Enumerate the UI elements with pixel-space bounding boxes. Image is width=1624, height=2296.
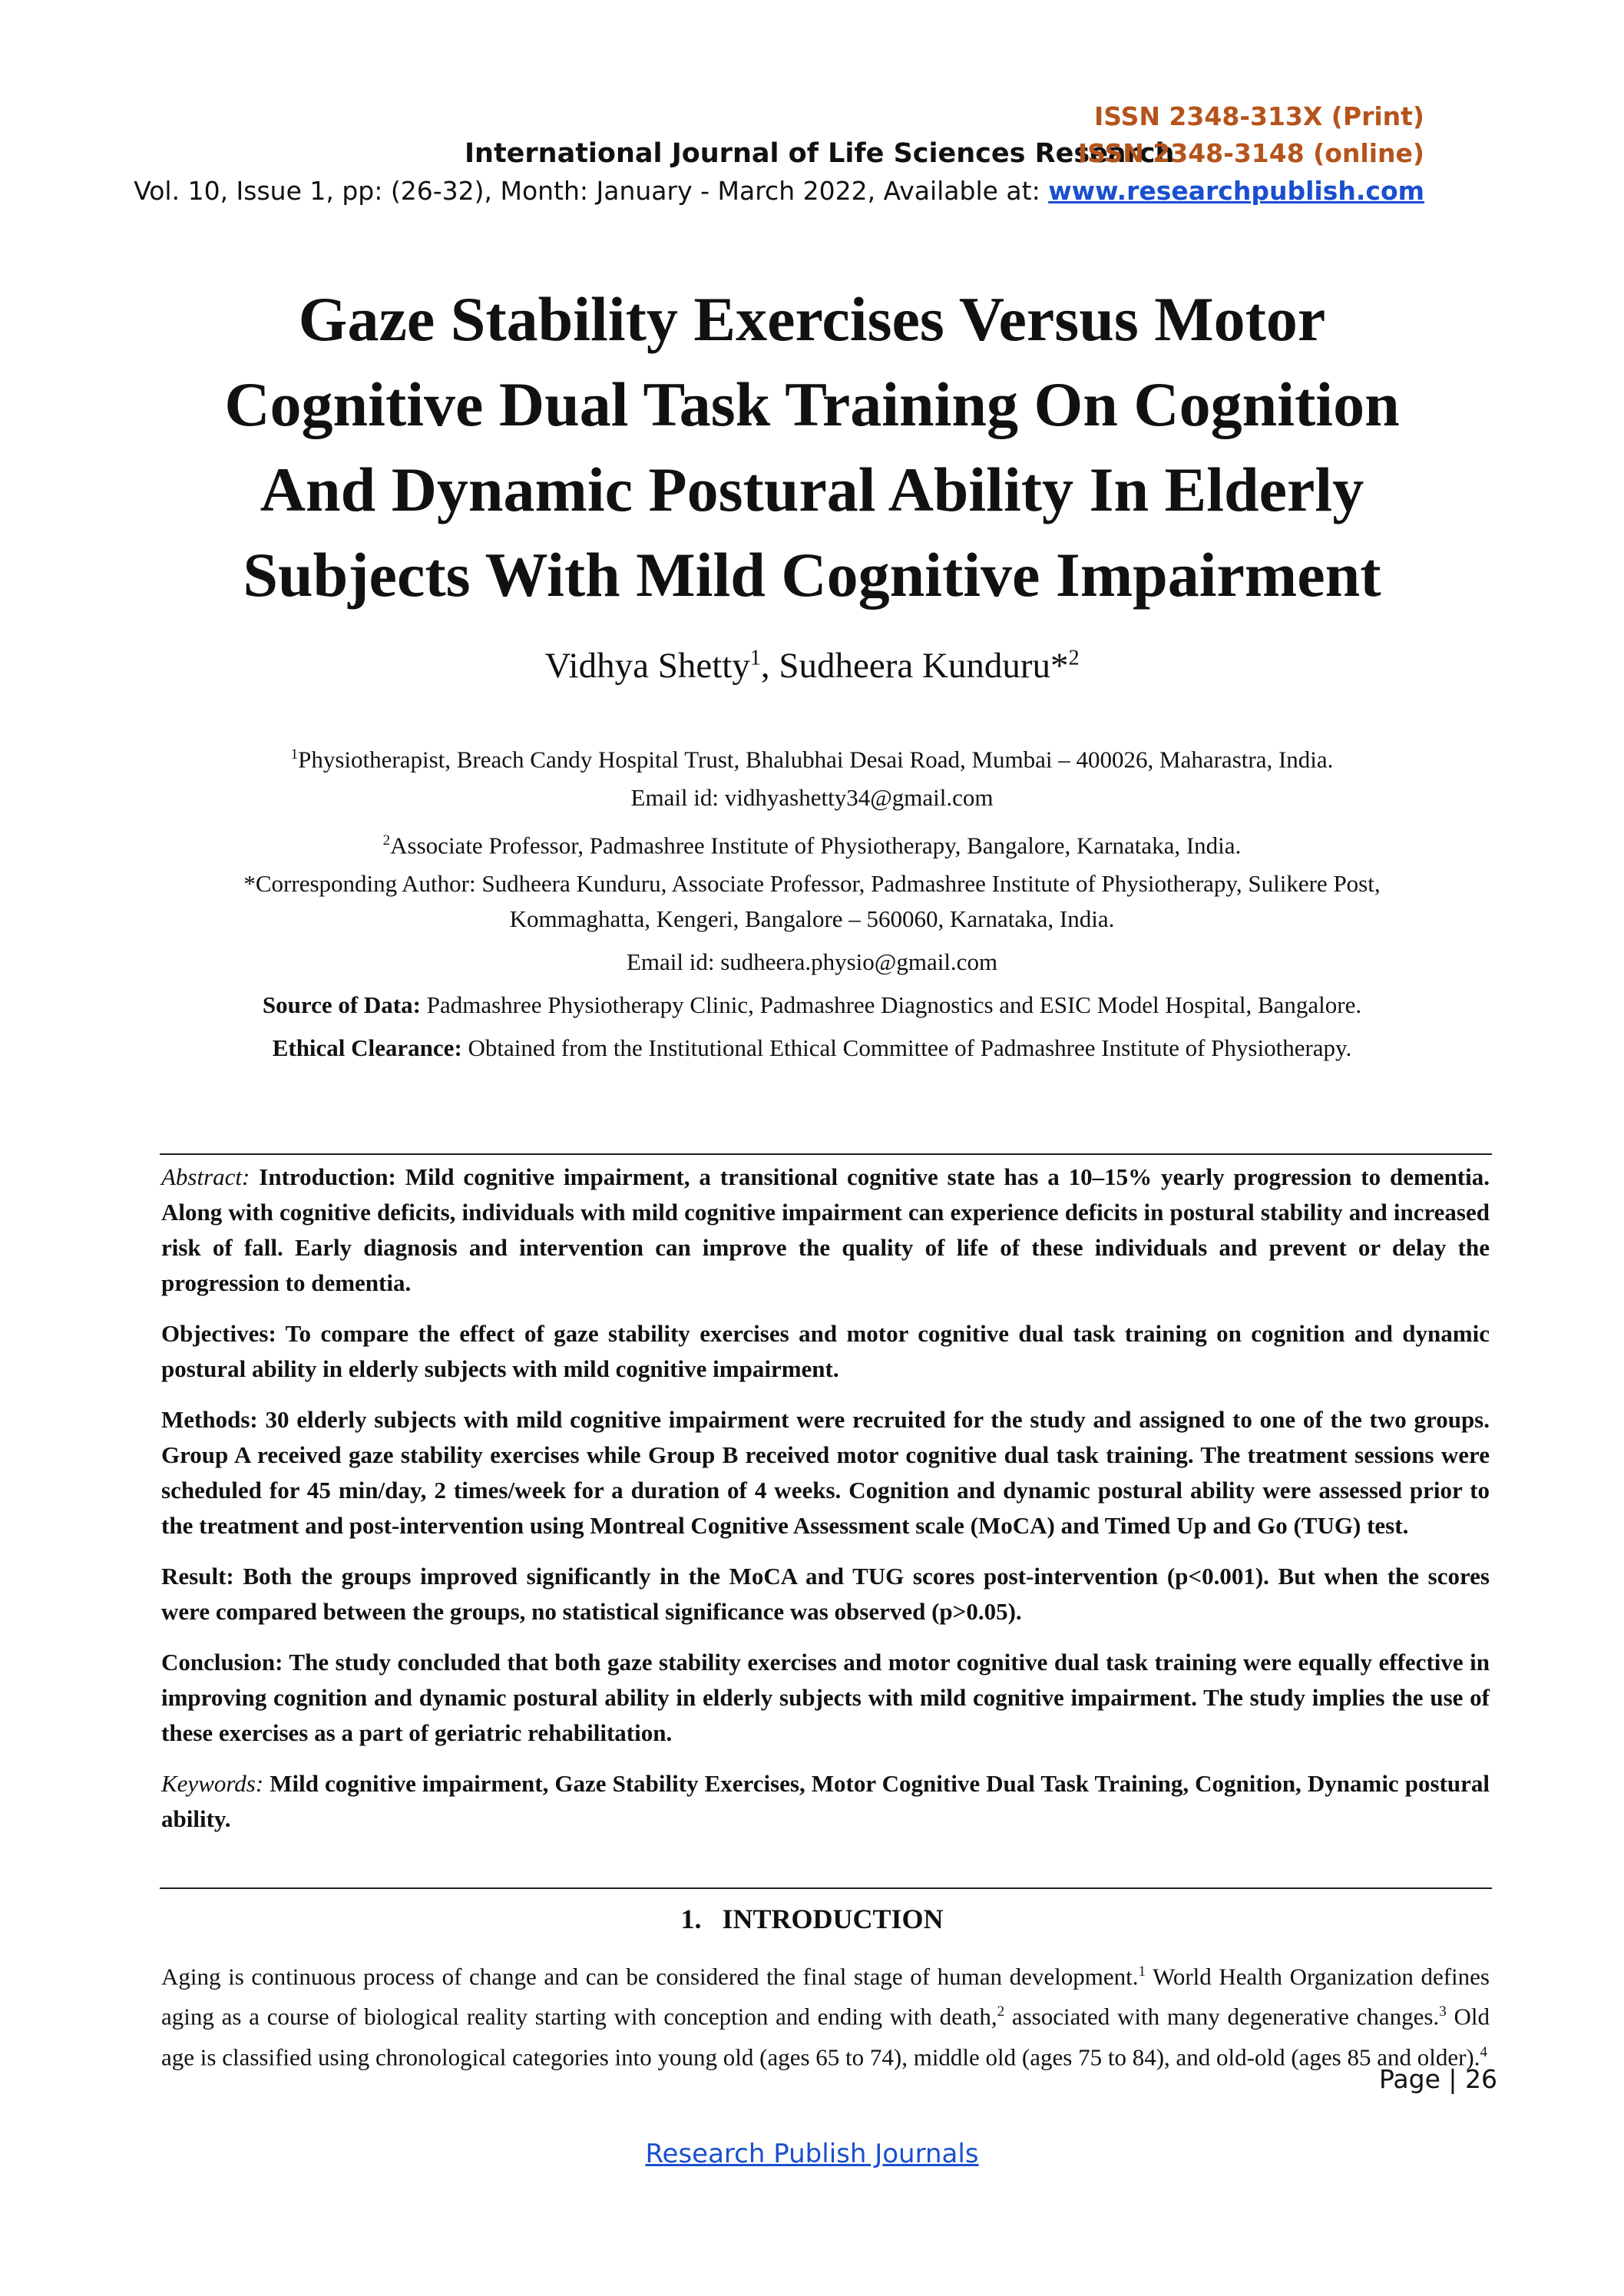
abstract-introduction-text: Introduction: Mild cognitive impairment, a transitional cognitive state has a 10–15% yearly progression to dementia. Along with cognitive deficits, individuals with mild cognitive impairment can experience deficits in postural stability and increased risk of fall. Early diagnosis and intervention can improve the quality of life of these individuals and prevent or delay the progression to dementia.: [161, 1163, 1490, 1296]
intro-text: Old age is classified using chronological categories into young old (ages 65 to 74), middle old (ages 75 to 84), and old-old (ages 85 and older).: [161, 2003, 1490, 2070]
author-separator: ,: [760, 646, 779, 686]
author-affiliation-marker: 2: [1068, 646, 1080, 670]
citation: 3: [1439, 2003, 1447, 2020]
source-of-data: [154, 988, 1470, 1023]
abstract-keywords: [161, 1766, 1490, 1837]
issn-online: ISSN 2348-3148 (online): [1077, 138, 1424, 168]
keywords-text: Mild cognitive impairment, Gaze Stability Exercises, Motor Cognitive Dual Task Training, Cognition, Dynamic postural ability.: [161, 1770, 1490, 1832]
title-line: And Dynamic Postural Ability In Elderly: [260, 455, 1364, 524]
issn-print: ISSN 2348-313X (Print): [1094, 101, 1424, 131]
author-name: Sudheera Kunduru*: [779, 646, 1069, 686]
abstract-top-rule: [160, 1153, 1492, 1155]
source-text: Padmashree Physiotherapy Clinic, Padmashree Diagnostics and ESIC Model Hospital, Bangalore.: [420, 991, 1362, 1018]
affiliation-2: [154, 823, 1470, 863]
affiliation-marker: 2: [382, 832, 391, 849]
page-number: Page | 26: [1379, 2064, 1497, 2094]
journal-name: International Journal of Life Sciences Research: [465, 138, 1175, 169]
abstract-introduction: [161, 1160, 1490, 1301]
abstract-conclusion: Conclusion: The study concluded that both gaze stability exercises and motor cognitive dual task training were equally effective in improving cognition and dynamic postural ability in elderly subjects with mild cognitive impairment. The study implies the use of these exercises as a part of geriatric rehabilitation.: [161, 1649, 1490, 1746]
corresponding-line: Kommaghatta, Kengeri, Bangalore – 560060, Karnataka, India.: [509, 905, 1115, 932]
author-list: [0, 645, 1624, 686]
publisher-link[interactable]: Research Publish Journals: [645, 2139, 979, 2169]
abstract-result: Result: Both the groups improved significantly in the MoCA and TUG scores post-intervention (p<0.001). But when the scores were compared between the groups, no statistical significance was observed (p>0.05).: [161, 1563, 1490, 1625]
keywords-label: Keywords:: [161, 1770, 264, 1797]
ethical-label: Ethical Clearance:: [272, 1034, 462, 1061]
citation: 2: [997, 2003, 1005, 2020]
title-line: Subjects With Mild Cognitive Impairment: [243, 540, 1381, 610]
affiliation-1: [154, 737, 1470, 777]
affiliation-marker: 1: [290, 746, 299, 763]
volume-info: [134, 176, 1424, 206]
volume-text: Vol. 10, Issue 1, pp: (26-32), Month: January - March 2022, Available at:: [134, 176, 1049, 206]
ethical-text: Obtained from the Institutional Ethical Committee of Padmashree Institute of Physiotherapy.: [461, 1034, 1352, 1061]
abstract: [161, 1160, 1490, 1852]
source-label: Source of Data:: [262, 991, 421, 1018]
affiliation-text: Associate Professor, Padmashree Institute of Physiotherapy, Bangalore, Karnataka, India.: [390, 832, 1242, 859]
author-affiliation-marker: 1: [749, 646, 761, 670]
email-1: Email id: vidhyashetty34@gmail.com: [630, 784, 994, 811]
website-link[interactable]: www.researchpublish.com: [1048, 176, 1424, 206]
citation: 4: [1480, 2043, 1488, 2060]
affiliation-text: Physiotherapist, Breach Candy Hospital Trust, Bhalubhai Desai Road, Mumbai – 400026, Maharastra, India.: [298, 746, 1334, 773]
abstract-methods: Methods: 30 elderly subjects with mild cognitive impairment were recruited for the study and assigned to one of the two groups. Group A received gaze stability exercises while Group B received motor cognitive dual task training. The treatment sessions were scheduled for 45 min/day, 2 times/week for a duration of 4 weeks. Cognition and dynamic postural ability were assessed prior to the treatment and post-intervention using Montreal Cognitive Assessment scale (MoCA) and Timed Up and Go (TUG) test.: [161, 1406, 1490, 1539]
section-heading: 1. INTRODUCTION: [680, 1904, 944, 1934]
introduction-paragraph: [161, 1954, 1490, 2075]
abstract-objectives: Objectives: To compare the effect of gaze stability exercises and motor cognitive dual task training on cognition and dynamic postural ability in elderly subjects with mild cognitive impairment.: [161, 1320, 1490, 1382]
title-line: Gaze Stability Exercises Versus Motor: [298, 284, 1326, 354]
journal-header: [0, 0, 1624, 215]
abstract-bottom-rule: [160, 1887, 1492, 1889]
author-name: Vidhya Shetty: [544, 646, 750, 686]
paper-title: [154, 276, 1470, 617]
ethical-clearance: [154, 1031, 1470, 1066]
footer: [0, 2139, 1624, 2169]
intro-text: associated with many degenerative changes.: [1004, 2003, 1440, 2030]
email-2: Email id: sudheera.physio@gmail.com: [626, 948, 998, 975]
corresponding-author: [154, 866, 1470, 937]
intro-text: Aging is continuous process of change and can be considered the final stage of human development.: [161, 1963, 1139, 1990]
intro-text: World Health Organization defines aging as a course of biological reality starting with conception and ending with death,: [161, 1963, 1490, 2030]
corresponding-line: *Corresponding Author: Sudheera Kunduru, Associate Professor, Padmashree Institute of Physiotherapy, Sulikere Post,: [243, 870, 1381, 897]
abstract-label: Abstract:: [161, 1163, 250, 1190]
title-line: Cognitive Dual Task Training On Cognition: [224, 369, 1400, 439]
citation: 1: [1138, 1964, 1146, 1980]
